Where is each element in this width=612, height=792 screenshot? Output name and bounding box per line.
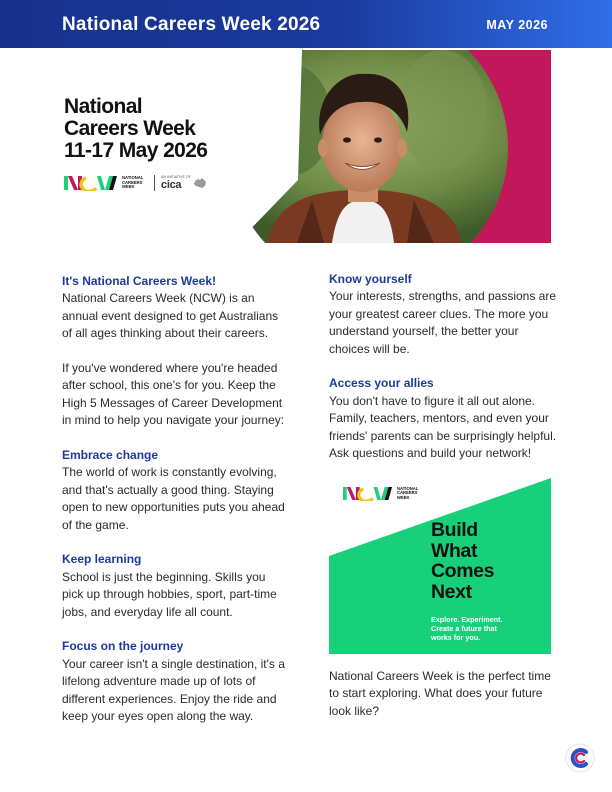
intro-paragraph: National Careers Week (NCW) is an annual event designed to get Australians of all ages thinking about their careers. — [62, 291, 279, 341]
section-heading-know-yourself: Know yourself — [329, 272, 412, 286]
intro-paragraph-2: If you've wondered where you're headed after school, this one's for you. Keep the High 5 Messages of Career Development in mind to help you navigate your journey: — [62, 361, 285, 428]
ncw-logo-icon — [343, 486, 393, 501]
section-heading-access-allies: Access your allies — [329, 376, 434, 391]
partner-name: cica — [161, 179, 182, 191]
hero-banner — [62, 50, 551, 243]
section-body-keep-learning: School is just the beginning. Skills you pick up through hobbies, sport, part-time jobs, and everyday life all count. — [62, 569, 277, 619]
promo-headline: Build What Comes Next — [431, 519, 495, 603]
partner-logo — [161, 175, 207, 191]
logo-divider — [154, 175, 155, 191]
promo-banner — [329, 476, 551, 654]
partner-label: AN INITIATIVE OF — [161, 175, 191, 179]
section-body-focus-journey: Your career isn't a single destination, it's a lifelong adventure made up of lots of different experiences. Enjoy the ride and keep your eyes open along the way. — [62, 656, 285, 724]
closing-paragraph: National Careers Week is the perfect time to start exploring. What does your future look like? — [329, 669, 551, 718]
promo-logo-row — [343, 486, 425, 501]
brand-c-icon — [565, 743, 595, 773]
header-bar — [0, 0, 612, 48]
promo-subline: Explore. Experiment. Create a future that works for you. — [431, 615, 503, 642]
ncw-logo-icon — [64, 175, 118, 191]
australia-icon — [193, 177, 207, 189]
left-column — [62, 273, 290, 726]
section-body-know-yourself: Your interests, strengths, and passions are your greatest career clues. The more you understand yourself, the better your choices will be. — [329, 289, 557, 356]
right-column — [329, 271, 557, 462]
intro-heading: It's National Careers Week! — [62, 274, 217, 288]
section-heading-keep-learning: Keep learning — [62, 552, 142, 567]
section-heading-focus-journey: Focus on the journey — [62, 639, 184, 654]
section-heading-embrace-change: Embrace change — [62, 448, 159, 463]
header-title: National Careers Week 2026 — [62, 14, 321, 35]
promo-ncw-wordmark: NATIONAL CAREERS WEEK — [397, 485, 419, 500]
section-body-access-allies: You don't have to figure it all out alone. Family, teachers, mentors, and even your friends' parents can be surprisingly helpful. Ask questions and build your network! — [329, 393, 557, 461]
ncw-wordmark: NATIONAL CAREERS WEEK — [122, 175, 144, 190]
hero-title: National Careers Week 11-17 May 2026 — [64, 95, 208, 162]
header-date: MAY 2026 — [486, 18, 548, 32]
section-body-embrace-change: The world of work is constantly evolving, and that's actually a good thing. Staying open to new opportunities puts you ahead of the game. — [62, 465, 285, 532]
hero-logo-row — [64, 174, 207, 192]
